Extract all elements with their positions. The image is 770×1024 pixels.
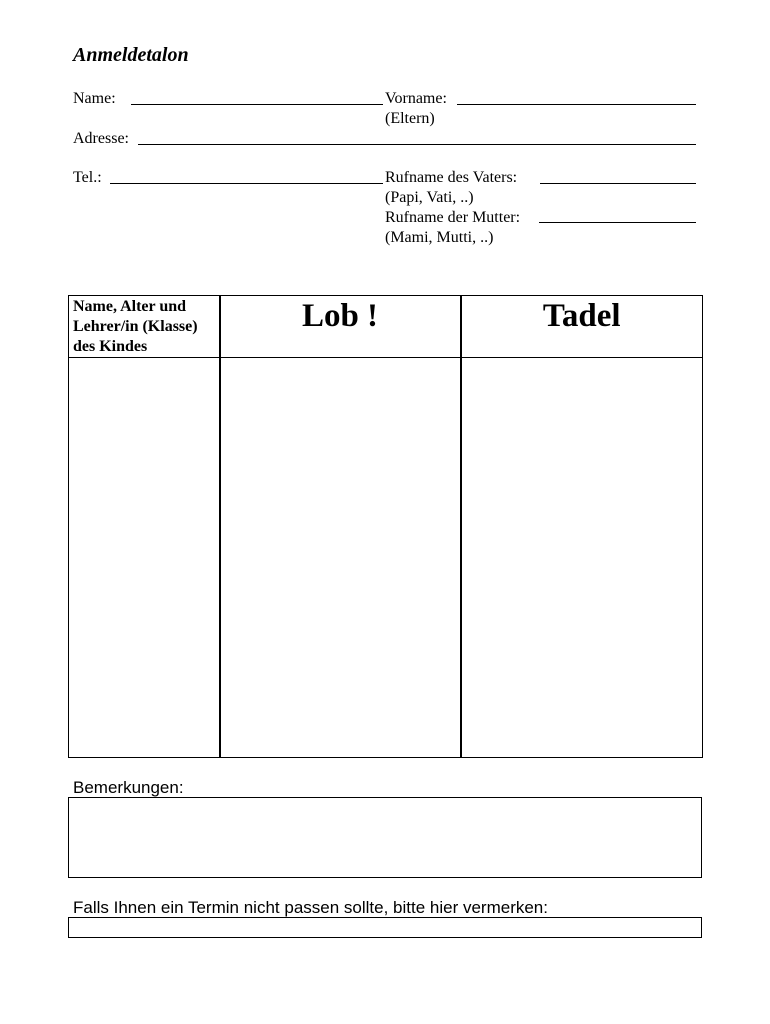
- tel-label: Tel.:: [73, 169, 102, 186]
- praise-header: [220, 296, 461, 358]
- rufname-mutter-field[interactable]: [539, 222, 696, 223]
- tel-field[interactable]: [110, 183, 383, 184]
- child-info-cell[interactable]: [69, 358, 220, 758]
- vorname-label: Vorname:: [385, 90, 447, 107]
- eltern-hint: (Eltern): [385, 110, 435, 127]
- rufname-vater-field[interactable]: [540, 183, 696, 184]
- rufname-vater-label: Rufname des Vaters:: [385, 169, 518, 186]
- criticism-header: [461, 296, 703, 358]
- child-info-header: [69, 296, 220, 358]
- appointment-box[interactable]: [68, 917, 702, 938]
- appointment-text-before: Falls Ihnen ein Termin: [73, 898, 244, 917]
- name-label: Name:: [73, 90, 116, 107]
- adresse-label: Adresse:: [73, 130, 129, 147]
- vater-hint: (Papi, Vati, ..): [385, 189, 474, 206]
- appointment-label: [73, 898, 548, 918]
- criticism-header-text: Tadel: [542, 298, 621, 334]
- remarks-box[interactable]: [68, 797, 702, 878]
- child-header-line-3: des Kindes: [73, 338, 148, 355]
- name-field[interactable]: [131, 104, 383, 105]
- adresse-field[interactable]: [138, 144, 696, 145]
- criticism-cell[interactable]: [461, 358, 703, 758]
- child-header-line-2: Lehrer/in (Klasse): [73, 318, 198, 335]
- appointment-text-after: passen sollte, bitte hier vermerken:: [279, 898, 548, 917]
- praise-header-text: Lob !: [301, 298, 379, 334]
- form-title: Anmeldetalon: [73, 44, 189, 66]
- remarks-label: Bemerkungen:: [73, 778, 184, 797]
- child-header-line-1: Name, Alter und: [73, 298, 187, 315]
- praise-cell[interactable]: [220, 358, 461, 758]
- appointment-emphasis: nicht: [243, 898, 280, 917]
- rufname-mutter-label: Rufname der Mutter:: [385, 209, 521, 226]
- feedback-table: [68, 295, 703, 758]
- mutter-hint: (Mami, Mutti, ..): [385, 229, 494, 246]
- vorname-field[interactable]: [457, 104, 696, 105]
